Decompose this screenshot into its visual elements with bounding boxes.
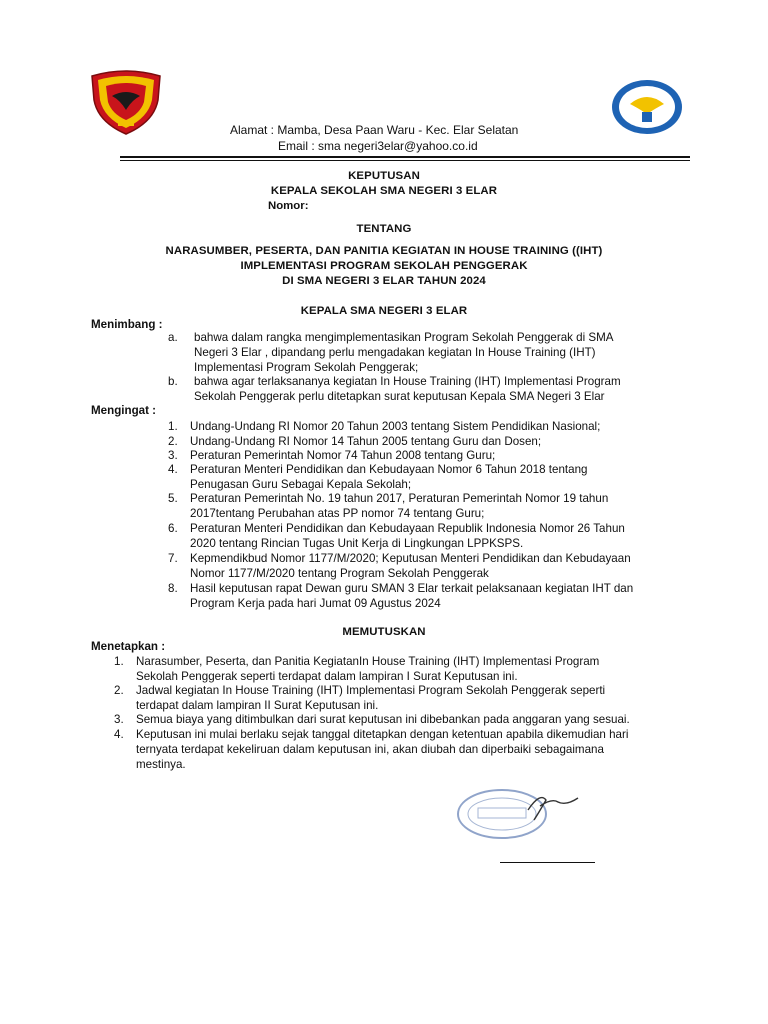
subject-line-1: NARASUMBER, PESERTA, DAN PANITIA KEGIATAN IN HOUSE TRAINING ((IHT) <box>165 245 603 257</box>
item-line: 2020 tentang Rincian Tugas Unit Kerja di Lingkungan LPPKSPS. <box>190 537 524 550</box>
item-marker: 4. <box>168 463 178 476</box>
item-line: Semua biaya yang ditimbulkan dari surat keputusan ini dibebankan pada anggaran yang sesuai. <box>136 713 630 726</box>
school-email: Email : sma negeri3elar@yahoo.co.id <box>278 139 478 153</box>
item-marker: 4. <box>114 728 124 741</box>
menetapkan-label: Menetapkan : <box>91 640 166 653</box>
item-line: Peraturan Pemerintah No. 19 tahun 2017, Peraturan Pemerintah Nomor 19 tahun <box>190 492 609 505</box>
menimbang-label: Menimbang : <box>91 318 163 331</box>
item-marker: a. <box>168 331 178 344</box>
memutuskan-heading: MEMUTUSKAN <box>342 626 426 638</box>
item-line: Program Kerja pada hari Jumat 09 Agustus 2024 <box>190 597 441 610</box>
decree-issuer-heading: KEPALA SEKOLAH SMA NEGERI 3 ELAR <box>270 185 498 197</box>
item-marker: 8. <box>168 582 178 595</box>
mengingat-label: Mengingat : <box>91 404 157 417</box>
header-rule-thick <box>120 156 690 158</box>
decree-heading: KEPUTUSAN <box>348 170 420 182</box>
item-line: Hasil keputusan rapat Dewan guru SMAN 3 Elar terkait pelaksanaan kegiatan IHT dan <box>190 582 634 595</box>
issuer-title: KEPALA SMA NEGERI 3 ELAR <box>300 305 468 317</box>
item-line: Sekolah Penggerak seperti terdapat dalam lampiran I Surat Keputusan ini. <box>136 670 518 683</box>
item-line: Undang-Undang RI Nomor 14 Tahun 2005 tentang Guru dan Dosen; <box>190 435 542 448</box>
header-rule-thin <box>120 160 690 161</box>
item-marker: b. <box>168 375 178 388</box>
item-line: Penugasan Guru Sebagai Kepala Sekolah; <box>190 478 412 491</box>
item-line: bahwa dalam rangka mengimplementasikan Program Sekolah Penggerak di SMA <box>194 331 614 344</box>
item-line: Implementasi Program Sekolah Penggerak; <box>194 361 419 374</box>
item-line: Peraturan Menteri Pendidikan dan Kebudayaan Nomor 6 Tahun 2018 tentang <box>190 463 588 476</box>
item-line: Narasumber, Peserta, dan Panitia KegiatanIn House Training (IHT) Implementasi Program <box>136 655 600 668</box>
item-line: Nomor 1177/M/2020 tentang Program Sekolah Penggerak <box>190 567 489 580</box>
item-marker: 5. <box>168 492 178 505</box>
regency-emblem <box>88 70 164 136</box>
item-marker: 1. <box>168 420 178 433</box>
subject-line-2: IMPLEMENTASI PROGRAM SEKOLAH PENGGERAK <box>240 260 528 272</box>
item-line: 2017tentang Perubahan atas PP nomor 74 tentang Guru; <box>190 507 485 520</box>
item-marker: 2. <box>114 684 124 697</box>
item-line: Undang-Undang RI Nomor 20 Tahun 2003 tentang Sistem Pendidikan Nasional; <box>190 420 601 433</box>
item-marker: 2. <box>168 435 178 448</box>
tentang-heading: TENTANG <box>356 223 412 235</box>
subject-line-3: DI SMA NEGERI 3 ELAR TAHUN 2024 <box>282 275 486 287</box>
item-line: bahwa agar terlaksananya kegiatan In House Training (IHT) Implementasi Program <box>194 375 621 388</box>
item-line: mestinya. <box>136 758 186 771</box>
item-line: Peraturan Menteri Pendidikan dan Kebudayaan Republik Indonesia Nomor 26 Tahun <box>190 522 625 535</box>
item-line: terdapat dalam lampiran II Surat Keputusan ini. <box>136 699 379 712</box>
item-marker: 3. <box>114 713 124 726</box>
signature-line <box>500 862 595 863</box>
tut-wuri-handayani-logo <box>610 78 684 136</box>
item-marker: 6. <box>168 522 178 535</box>
item-marker: 7. <box>168 552 178 565</box>
item-marker: 3. <box>168 449 178 462</box>
item-line: Peraturan Pemerintah Nomor 74 Tahun 2008 tentang Guru; <box>190 449 496 462</box>
school-address: Alamat : Mamba, Desa Paan Waru - Kec. Elar Selatan <box>230 123 519 137</box>
school-stamp <box>448 780 588 850</box>
item-line: Negeri 3 Elar , dipandang perlu mengadakan kegiatan In House Training (IHT) <box>194 346 596 359</box>
item-line: Keputusan ini mulai berlaku sejak tanggal ditetapkan dengan ketentuan apabila dikemudian hari <box>136 728 629 741</box>
item-marker: 1. <box>114 655 124 668</box>
item-line: ternyata terdapat kekeliruan dalam keputusan ini, akan diubah dan diperbaiki sebagaimana <box>136 743 604 756</box>
item-line: Sekolah Penggerak perlu ditetapkan surat keputusan Kepala SMA Negeri 3 Elar <box>194 390 605 403</box>
item-line: Kepmendikbud Nomor 1177/M/2020; Keputusan Menteri Pendidikan dan Kebudayaan <box>190 552 631 565</box>
decree-number: Nomor: <box>268 200 309 212</box>
item-line: Jadwal kegiatan In House Training (IHT) Implementasi Program Sekolah Penggerak seperti <box>136 684 606 697</box>
